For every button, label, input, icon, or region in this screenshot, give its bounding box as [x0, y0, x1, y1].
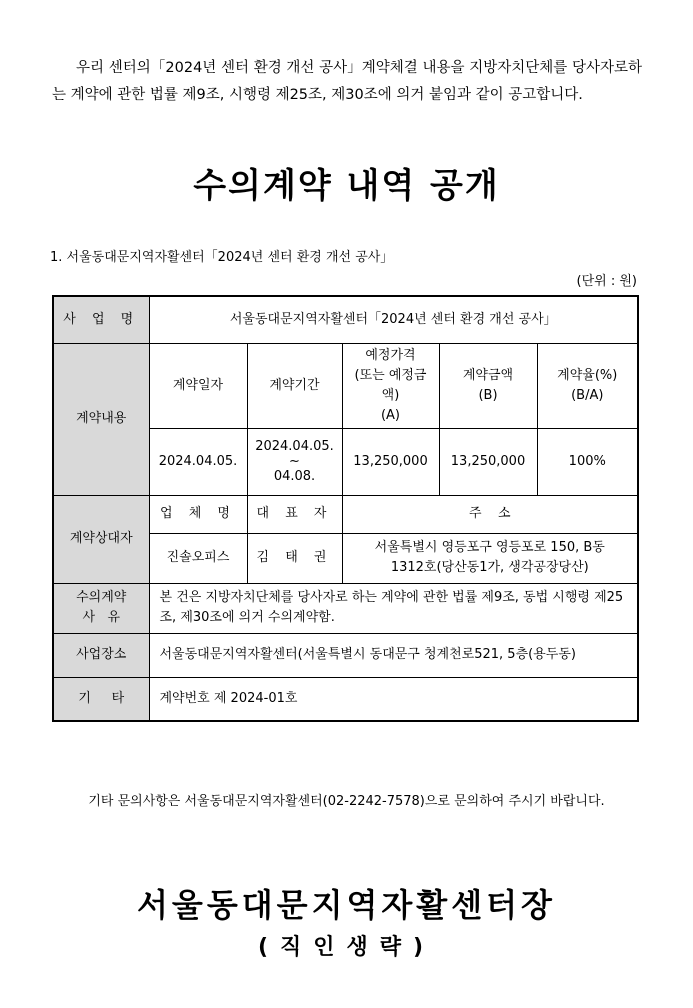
unit-note: (단위 : 원)	[576, 274, 637, 289]
col-contract-amount-line1: 계약금액	[462, 367, 514, 383]
reason-label-line2: 사 유	[82, 610, 120, 625]
contract-date: 2024.04.05.	[149, 428, 247, 495]
col-representative: 대 표 자	[247, 495, 342, 533]
col-estimated-price-line3: (A)	[380, 407, 401, 423]
reason-label	[53, 583, 149, 633]
section-heading: 1. 서울동대문지역자활센터「2024년 센터 환경 개선 공사」	[50, 250, 394, 265]
organization-name: 서울동대문지역자활센터장	[137, 886, 556, 924]
company-name: 진솔오피스	[149, 533, 247, 583]
project-name: 서울동대문지역자활센터「2024년 센터 환경 개선 공사」	[149, 296, 638, 343]
col-contract-date: 계약일자	[149, 343, 247, 428]
site-text: 서울동대문지역자활센터(서울특별시 동대문구 청계천로521, 5층(용두동)	[149, 633, 638, 677]
etc-text: 계약번호 제 2024-01호	[149, 677, 638, 721]
col-estimated-price	[342, 343, 439, 428]
representative: 김 태 권	[247, 533, 342, 583]
reason-text: 본 건은 지방자치단체를 당사자로 하는 계약에 관한 법률 제9조, 동법 시행령 제25조, 제30조에 의거 수의계약함.	[149, 583, 638, 633]
col-address: 주 소	[342, 495, 638, 533]
project-row	[53, 296, 638, 343]
contract-period-end: 04.08.	[273, 468, 316, 484]
reason-label-line1: 수의계약	[76, 590, 127, 605]
company-address-line1: 서울특별시 영등포구 영등포로 150, B동	[374, 540, 605, 555]
col-estimated-price-line1: 예정가격	[365, 347, 416, 363]
project-label: 사 업 명	[53, 296, 149, 343]
intro-paragraph: 우리 센터의「2024년 센터 환경 개선 공사」계약체결 내용을 지방자치단체를 당사자로하는 계약에 관한 법률 제9조, 시행령 제25조, 제30조에 의거 붙임과 같이 공고합니다.	[52, 60, 642, 103]
col-contract-rate-line2: (B/A)	[571, 387, 604, 403]
site-row	[53, 633, 638, 677]
contract-header-row	[53, 343, 638, 428]
col-contract-amount	[439, 343, 537, 428]
contract-label: 계약내용	[53, 343, 149, 495]
contract-table	[52, 295, 639, 722]
estimated-price: 13,250,000	[342, 428, 439, 495]
party-header-row	[53, 495, 638, 533]
party-label: 계약상대자	[53, 495, 149, 583]
contract-rate: 100%	[537, 428, 638, 495]
footer-note: 기타 문의사항은 서울동대문지역자활센터(02-2242-7578)으로 문의하여 주시기 바랍니다.	[88, 794, 605, 809]
site-label: 사업장소	[53, 633, 149, 677]
contract-period-separator: ~	[289, 453, 300, 469]
company-address	[342, 533, 638, 583]
etc-row	[53, 677, 638, 721]
reason-row	[53, 583, 638, 633]
contract-amount: 13,250,000	[439, 428, 537, 495]
col-contract-rate	[537, 343, 638, 428]
contract-period	[247, 428, 342, 495]
company-address-line2: 1312호(당산동1가, 생각공장당산)	[390, 560, 589, 575]
page-title: 수의계약 내역 공개	[193, 166, 500, 206]
contract-period-start: 2024.04.05.	[255, 438, 334, 454]
col-contract-rate-line1: 계약율(%)	[557, 367, 618, 383]
col-contract-amount-line2: (B)	[478, 387, 498, 403]
col-contract-period: 계약기간	[247, 343, 342, 428]
col-estimated-price-line2: (또는 예정금액)	[354, 367, 427, 403]
col-company-name: 업 체 명	[149, 495, 247, 533]
etc-label: 기 타	[53, 677, 149, 721]
seal-omitted-note: (직인생략)	[257, 935, 436, 960]
